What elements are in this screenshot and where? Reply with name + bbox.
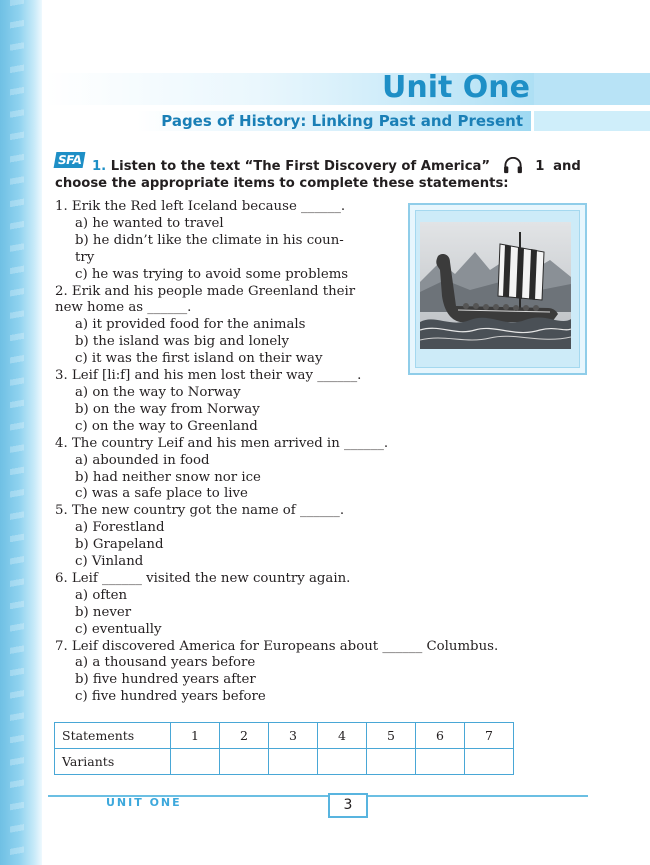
column-header: 6 xyxy=(416,723,465,749)
column-header: 2 xyxy=(220,723,269,749)
unit-title: Unit One xyxy=(382,70,530,105)
column-header: 1 xyxy=(171,723,220,749)
table-row xyxy=(55,723,514,749)
question-stem: 7. Leif discovered America for Europeans about ______ Columbus. xyxy=(55,638,499,654)
question-stem: 6. Leif ______ visited the new country again. xyxy=(55,570,351,586)
questions-list xyxy=(55,199,540,706)
task-text-after: and xyxy=(553,159,581,174)
answer-cell[interactable] xyxy=(367,749,416,775)
answer-option: b) he didn’t like the climate in his coun- xyxy=(75,232,344,248)
answer-option: a) a thousand years before xyxy=(75,655,256,671)
answer-cell[interactable] xyxy=(416,749,465,775)
task-text: Listen to the text “The First Discovery of America” xyxy=(110,159,491,174)
track-number: 1 xyxy=(535,159,545,174)
answer-option: c) on the way to Greenland xyxy=(75,418,258,434)
unit-header-band-end xyxy=(534,73,650,105)
task-instruction xyxy=(55,157,595,192)
answer-option: b) on the way from Norway xyxy=(75,401,260,417)
answer-option: c) he was trying to avoid some problems xyxy=(75,266,349,282)
answer-option: c) was a safe place to live xyxy=(75,486,248,502)
answer-option: c) eventually xyxy=(75,621,162,637)
question-stem: 1. Erik the Red left Iceland because ______. xyxy=(55,199,346,214)
answer-option: b) five hundred years after xyxy=(75,672,256,688)
answer-option: a) abounded in food xyxy=(75,452,210,468)
column-header: 3 xyxy=(269,723,318,749)
left-margin-decoration xyxy=(0,0,42,865)
answer-option: b) the island was big and lonely xyxy=(75,334,290,350)
footer-unit-label: UNIT ONE xyxy=(106,796,182,809)
answer-option: b) had neither snow nor ice xyxy=(75,469,261,485)
answer-cell[interactable] xyxy=(269,749,318,775)
answer-option: a) Forestland xyxy=(75,520,165,536)
row-label-variants: Variants xyxy=(55,749,171,775)
column-header: 4 xyxy=(318,723,367,749)
headphones-icon xyxy=(501,157,525,174)
column-header: 5 xyxy=(367,723,416,749)
row-label-statements: Statements xyxy=(55,723,171,749)
answer-cell[interactable] xyxy=(220,749,269,775)
table-row xyxy=(55,749,514,775)
answer-option: try xyxy=(75,249,95,265)
answer-option: a) on the way to Norway xyxy=(75,384,241,400)
task-text-line2: choose the appropriate items to complete these statements: xyxy=(55,176,509,191)
answer-option: b) never xyxy=(75,604,132,620)
question-stem-continuation: new home as ______. xyxy=(55,300,192,316)
answer-option: a) it provided food for the animals xyxy=(75,317,306,333)
task-number: 1. xyxy=(92,159,107,174)
answer-table xyxy=(54,722,514,775)
answer-option: a) he wanted to travel xyxy=(75,215,224,231)
answer-option: c) five hundred years before xyxy=(75,689,266,705)
question-stem: 2. Erik and his people made Greenland their xyxy=(55,283,356,299)
question-stem: 3. Leif [li:f] and his men lost their way ______. xyxy=(55,368,362,384)
answer-option: c) Vinland xyxy=(75,554,144,570)
answer-cell[interactable] xyxy=(171,749,220,775)
unit-subtitle: Pages of History: Linking Past and Present xyxy=(161,112,523,130)
sfa-badge: SFA xyxy=(54,152,86,168)
subtitle-band-end xyxy=(534,111,650,131)
answer-option: a) often xyxy=(75,587,128,603)
page-number: 3 xyxy=(328,793,368,818)
question-stem: 5. The new country got the name of ______. xyxy=(55,503,345,519)
answer-option: b) Grapeland xyxy=(75,537,164,553)
answer-cell[interactable] xyxy=(318,749,367,775)
answer-option: c) it was the first island on their way xyxy=(75,351,323,367)
question-stem: 4. The country Leif and his men arrived in ______. xyxy=(55,435,389,451)
column-header: 7 xyxy=(465,723,514,749)
answer-cell[interactable] xyxy=(465,749,514,775)
